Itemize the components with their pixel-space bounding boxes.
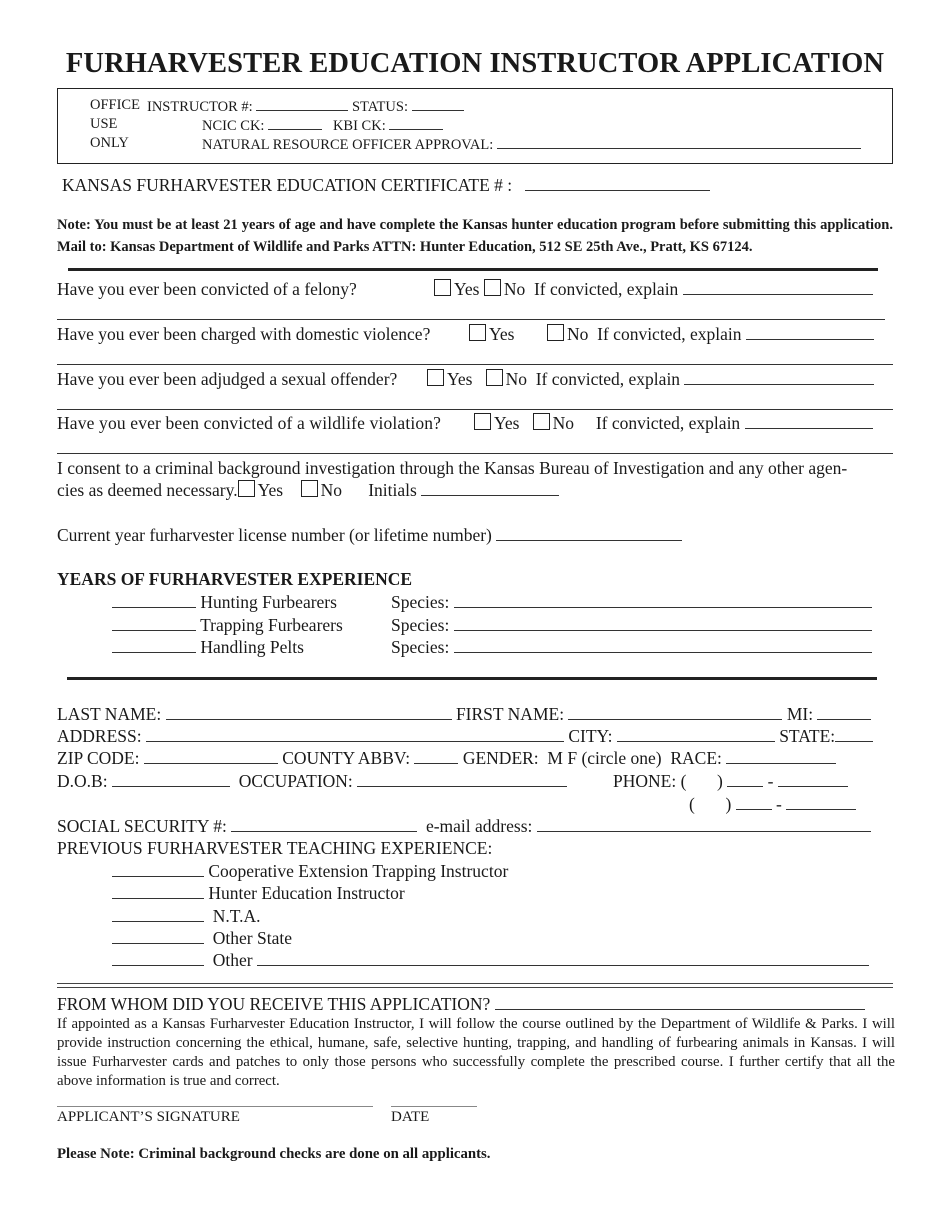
divider xyxy=(68,268,878,271)
felony-options[interactable]: Yes No If convicted, explain xyxy=(434,279,873,300)
first-name-input[interactable] xyxy=(568,705,782,720)
teaching-nta[interactable]: N.T.A. xyxy=(112,906,261,927)
felony-yes-checkbox[interactable] xyxy=(434,279,451,296)
zip-row[interactable]: ZIP CODE: COUNTY ABBV: GENDER: M F (circle one) RACE: xyxy=(57,748,836,769)
experience-hunting[interactable]: Hunting Furbearers xyxy=(112,592,337,613)
county-input[interactable] xyxy=(414,749,458,764)
question-domestic-violence: Have you ever been charged with domestic violence? xyxy=(57,324,431,344)
date-label: DATE xyxy=(391,1109,430,1125)
city-input[interactable] xyxy=(617,727,775,742)
offender-no-checkbox[interactable] xyxy=(486,369,503,386)
dob-input[interactable] xyxy=(112,772,230,787)
last-name-input[interactable] xyxy=(166,705,452,720)
state-input[interactable] xyxy=(835,727,873,742)
phone-field-1[interactable]: PHONE: ( ) - xyxy=(613,771,848,792)
species-field-1[interactable]: Species: xyxy=(391,592,872,613)
domestic-explain-line[interactable] xyxy=(57,364,893,365)
license-number-field[interactable]: Current year furharvester license number (or lifetime number) xyxy=(57,525,682,546)
species-field-3[interactable]: Species: xyxy=(391,637,872,658)
ncic-kbi-field[interactable]: NCIC CK: KBI CK: xyxy=(202,115,443,135)
zip-input[interactable] xyxy=(144,749,278,764)
ssn-email-row[interactable]: SOCIAL SECURITY #: e-mail address: xyxy=(57,816,871,837)
felony-explain-line[interactable] xyxy=(57,319,885,320)
date-line[interactable] xyxy=(391,1106,477,1107)
domestic-yes-option[interactable]: Yes xyxy=(469,324,514,345)
offender-options[interactable]: Yes No If convicted, explain xyxy=(427,369,874,390)
teaching-coop[interactable]: Cooperative Extension Trapping Instructor xyxy=(112,861,508,882)
teaching-heading: PREVIOUS FURHARVESTER TEACHING EXPERIENCE: xyxy=(57,838,493,858)
ssn-input[interactable] xyxy=(231,817,417,832)
consent-no-checkbox[interactable] xyxy=(301,480,318,497)
gender-options[interactable]: M F (circle one) xyxy=(547,748,662,768)
page-title: FURHARVESTER EDUCATION INSTRUCTOR APPLICATION xyxy=(65,48,885,79)
experience-heading: YEARS OF FURHARVESTER EXPERIENCE xyxy=(57,569,413,589)
signature-line[interactable] xyxy=(57,1106,373,1107)
divider xyxy=(57,983,893,984)
experience-pelts[interactable]: Handling Pelts xyxy=(112,637,304,658)
consent-statement: I consent to a criminal background investigation through the Kansas Bureau of Investigation and any other agen- xyxy=(57,458,848,478)
from-whom-field[interactable]: FROM WHOM DID YOU RECEIVE THIS APPLICATION? xyxy=(57,994,865,1015)
offender-yes-checkbox[interactable] xyxy=(427,369,444,386)
offender-explain-line[interactable] xyxy=(57,409,893,410)
email-input[interactable] xyxy=(537,817,871,832)
certificate-number-field[interactable]: KANSAS FURHARVESTER EDUCATION CERTIFICATE # : xyxy=(62,175,710,196)
instructor-number-field[interactable]: INSTRUCTOR #: STATUS: xyxy=(147,96,464,116)
felony-no-checkbox[interactable] xyxy=(484,279,501,296)
divider xyxy=(67,677,877,680)
wildlife-yes-checkbox[interactable] xyxy=(474,413,491,430)
address-input[interactable] xyxy=(146,727,564,742)
certification-statement: If appointed as a Kansas Furharvester Education Instructor, I will follow the course outlined by the Department of Wildlife & Parks. I will provide instruction concerning the ethical, humane, safe, selective hunting, trapping, and handling of furbearing animals in Kansas. I will issue Furharvester cards and patches to only those persons who successfully complete the prescribed course. I further certify that all the above information is true and correct. xyxy=(57,1016,895,1089)
wildlife-explain-line[interactable] xyxy=(57,453,893,454)
address-row[interactable]: ADDRESS: CITY: STATE: xyxy=(57,726,873,747)
teaching-other[interactable]: Other xyxy=(112,950,869,971)
divider xyxy=(57,987,893,988)
footer-note: Please Note: Criminal background checks are done on all applicants. xyxy=(57,1146,491,1162)
signature-label: APPLICANT’S SIGNATURE xyxy=(57,1109,240,1125)
nro-approval-field[interactable]: NATURAL RESOURCE OFFICER APPROVAL: xyxy=(202,134,861,154)
question-felony: Have you ever been convicted of a felony? xyxy=(57,279,357,299)
dob-row[interactable]: D.O.B: OCCUPATION: xyxy=(57,771,567,792)
species-field-2[interactable]: Species: xyxy=(391,615,872,636)
wildlife-options[interactable]: Yes No If convicted, explain xyxy=(474,413,873,434)
domestic-no-checkbox[interactable] xyxy=(547,324,564,341)
question-wildlife-violation: Have you ever been convicted of a wildlife violation? xyxy=(57,413,442,433)
consent-options[interactable]: cies as deemed necessary. Yes No Initials xyxy=(57,480,559,501)
domestic-no-option[interactable]: No If convicted, explain xyxy=(547,324,874,345)
teaching-hunter-ed[interactable]: Hunter Education Instructor xyxy=(112,883,405,904)
occupation-input[interactable] xyxy=(357,772,567,787)
domestic-yes-checkbox[interactable] xyxy=(469,324,486,341)
race-input[interactable] xyxy=(726,749,836,764)
experience-trapping[interactable]: Trapping Furbearers xyxy=(112,615,343,636)
office-use-label: OFFICE USE ONLY xyxy=(90,97,140,151)
phone-field-2[interactable]: ( ) - xyxy=(689,794,856,815)
question-sexual-offender: Have you ever been adjudged a sexual offender? xyxy=(57,369,398,389)
teaching-other-state[interactable]: Other State xyxy=(112,928,292,949)
wildlife-no-checkbox[interactable] xyxy=(533,413,550,430)
consent-yes-checkbox[interactable] xyxy=(238,480,255,497)
eligibility-note: Note: You must be at least 21 years of age and have complete the Kansas hunter education program before submitting this application. Mail to: Kansas Department of Wildlife and Parks ATTN: Hunter Education, 512 SE 25th Ave., Pratt, KS 67124. xyxy=(57,217,893,255)
name-row[interactable]: LAST NAME: FIRST NAME: MI: xyxy=(57,704,871,725)
mi-input[interactable] xyxy=(817,705,871,720)
